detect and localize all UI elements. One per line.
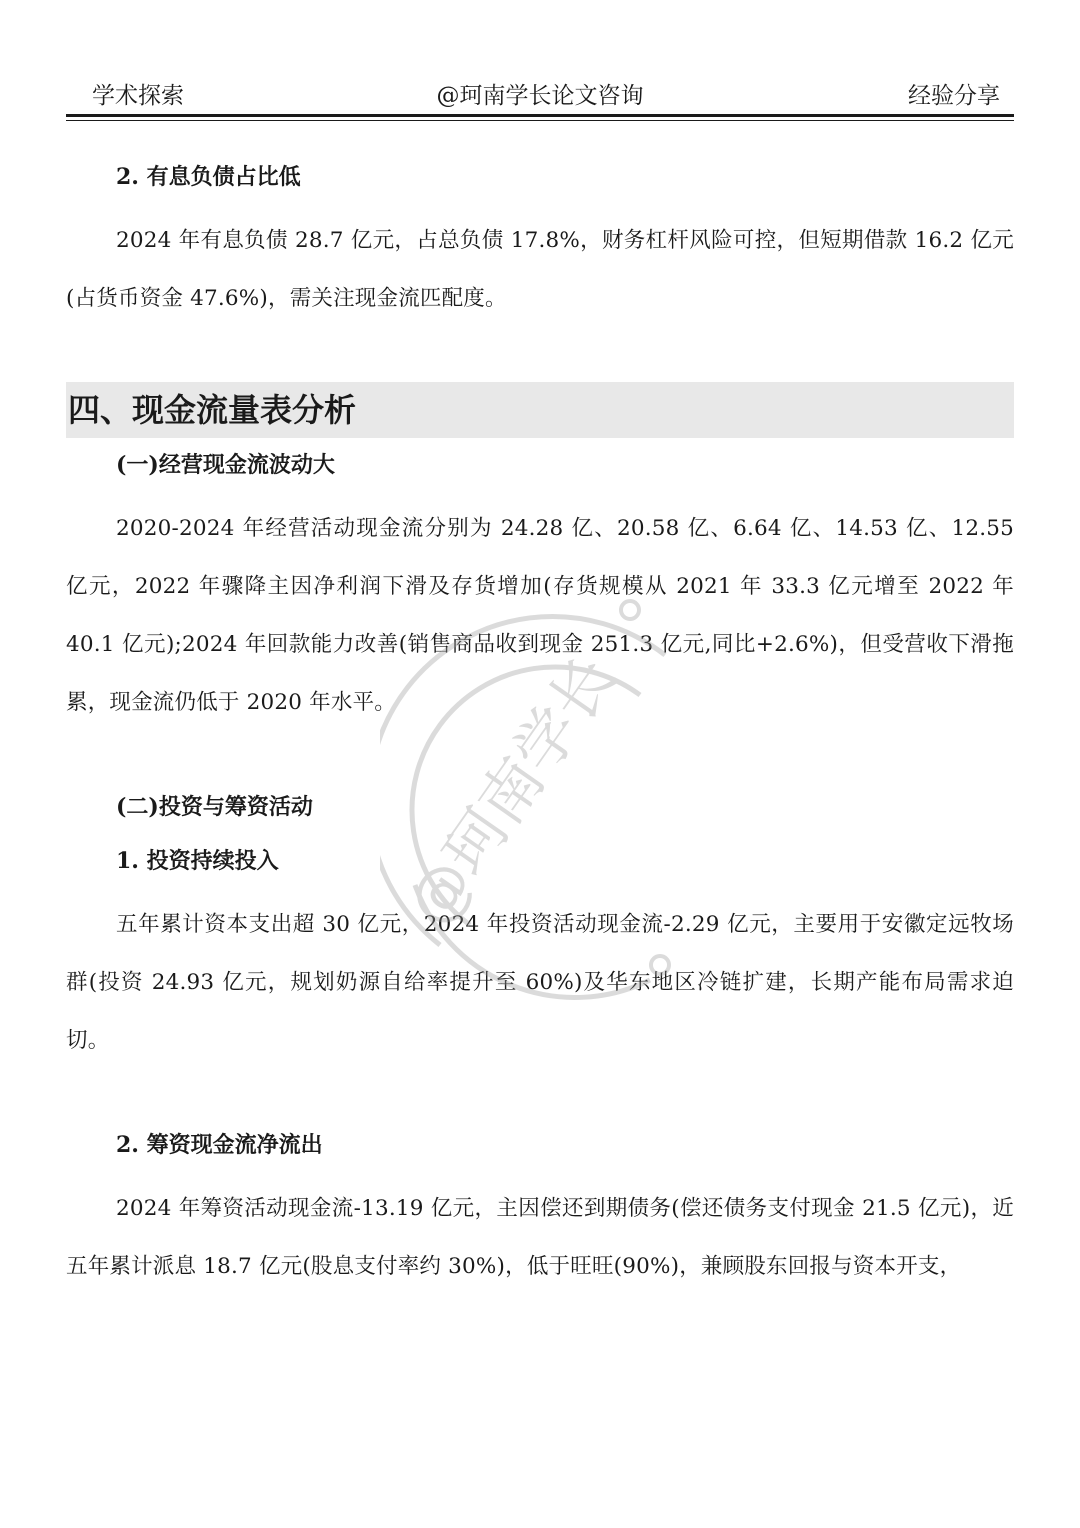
- heading-operating-cashflow: (一)经营现金流波动大: [116, 452, 335, 478]
- heading-investment: 1. 投资持续投入: [116, 848, 279, 874]
- paragraph-interest-debt: 2024 年有息负债 28.7 亿元，占总负债 17.8%，财务杠杆风险可控，但短期借款 16.2 亿元(占货币资金 47.6%)，需关注现金流匹配度。: [66, 228, 1014, 311]
- section-title-cashflow: 四、现金流量表分析: [66, 382, 1014, 438]
- paragraph-investment: 五年累计资本支出超 30 亿元，2024 年投资活动现金流-2.29 亿元，主要用于安徽定远牧场群(投资 24.93 亿元，规划奶源自给率提升至 60%)及华东地区冷链扩建，长期产能布局需求迫切。: [66, 912, 1014, 1053]
- header-rule-thick: [66, 114, 1014, 117]
- header-right: 经验分享: [908, 83, 1000, 109]
- heading-invest-finance: (二)投资与筹资活动: [116, 794, 313, 820]
- watermark-text: @珂南学长: [392, 642, 631, 939]
- paragraph-financing: 2024 年筹资活动现金流-13.19 亿元，主因偿还到期债务(偿还债务支付现金 21.5 亿元)，近五年累计派息 18.7 亿元(股息支付率约 30%)，低于旺旺(90%)，兼顾股东回报与资本开支，: [66, 1196, 1014, 1279]
- header-center: @珂南学长论文咨询: [436, 83, 644, 109]
- page-header: [66, 78, 1014, 114]
- document-body: [66, 150, 1014, 1296]
- heading-interest-debt: 2. 有息负债占比低: [116, 164, 301, 190]
- header-rule-thin: [66, 120, 1014, 121]
- heading-financing: 2. 筹资现金流净流出: [116, 1132, 323, 1158]
- header-left: 学术探索: [92, 83, 184, 109]
- paragraph-operating-cashflow: 2020-2024 年经营活动现金流分别为 24.28 亿、20.58 亿、6.64 亿、14.53 亿、12.55 亿元，2022 年骤降主因净利润下滑及存货增加(存货规模从 2021 年 33.3 亿元增至 2022 年 40.1 亿元);2024 年回款能力改善(销售商品收到现金 251.3 亿元,同比+2.6%)，但受营收下滑拖累，现金流仍低于 2020 年水平。: [66, 516, 1014, 715]
